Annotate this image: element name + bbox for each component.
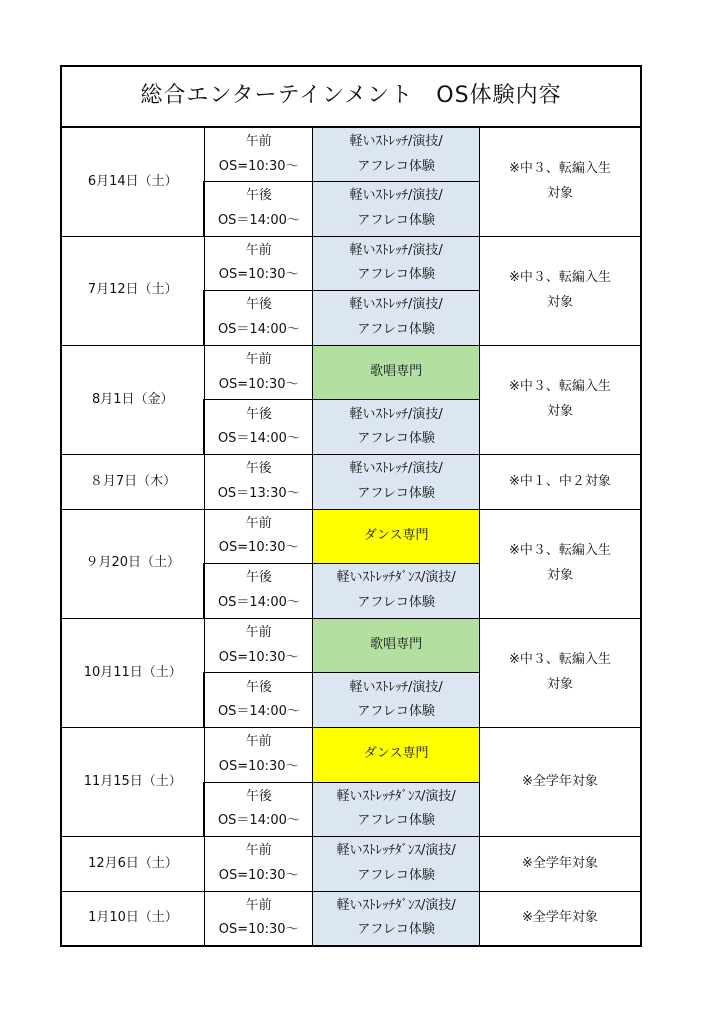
slot-period: 午前 <box>245 351 272 367</box>
session-note-line: ※全学年対象 <box>522 910 598 926</box>
session-note-line: ※中３、転編入生 <box>509 652 611 668</box>
slot-content-line2: アフレコ体験 <box>357 704 435 720</box>
slot-start-time: OS=10:30〜 <box>218 267 299 283</box>
slot-period: 午後 <box>245 188 272 204</box>
slot-time <box>204 455 312 510</box>
slot-time <box>204 400 312 455</box>
slot-content-line1: 軽いｽﾄﾚｯﾁ/演技/ <box>349 133 443 149</box>
session-note-line: ※中３、転編入生 <box>509 270 611 286</box>
session-date: 12月6日（土） <box>61 837 204 892</box>
session-date: 7月12日（土） <box>61 236 204 345</box>
slot-content-line1: 歌唱専門 <box>370 637 423 653</box>
session-note-line: ※中３、転編入生 <box>509 161 611 177</box>
slot-time <box>204 182 312 237</box>
slot-time <box>204 837 312 892</box>
slot-content <box>313 345 480 400</box>
slot-start-time: OS＝14:00〜 <box>217 322 300 338</box>
slot-content-line1: 軽いｽﾄﾚｯﾁ/演技/ <box>349 242 443 258</box>
slot-time <box>204 345 312 400</box>
slot-period: 午後 <box>245 461 272 477</box>
slot-content <box>313 837 480 892</box>
session-row <box>61 891 641 946</box>
slot-start-time: OS＝14:00〜 <box>217 431 300 447</box>
slot-period: 午後 <box>245 679 272 695</box>
slot-time <box>204 782 312 837</box>
session-date: 1月10日（土） <box>61 891 204 946</box>
slot-content-line1: 軽いｽﾄﾚｯﾁﾀﾞﾝｽ/演技/ <box>336 570 456 586</box>
slot-content <box>313 455 480 510</box>
session-note-line: ※全学年対象 <box>522 773 598 789</box>
session-note-line: ※中３、転編入生 <box>509 379 611 395</box>
slot-content-line2: アフレコ体験 <box>357 813 435 829</box>
slot-content <box>313 236 480 291</box>
slot-content-line2: アフレコ体験 <box>357 158 435 174</box>
session-row <box>61 127 641 182</box>
session-row <box>61 345 641 400</box>
slot-content-line2: アフレコ体験 <box>357 595 435 611</box>
slot-start-time: OS=10:30〜 <box>218 649 299 665</box>
session-row <box>61 509 641 564</box>
slot-period: 午前 <box>245 734 272 750</box>
slot-start-time: OS＝14:00〜 <box>217 212 300 228</box>
slot-period: 午前 <box>245 843 272 859</box>
slot-content-line1: 軽いｽﾄﾚｯﾁ/演技/ <box>349 188 443 204</box>
session-note <box>479 618 641 727</box>
session-note <box>479 455 641 510</box>
title-row <box>61 66 641 127</box>
session-note <box>479 127 641 236</box>
slot-content <box>313 728 480 783</box>
slot-start-time: OS=10:30〜 <box>218 540 299 556</box>
slot-content-line2: アフレコ体験 <box>357 322 435 338</box>
session-note-line: 対象 <box>546 567 573 583</box>
session-date: 11月15日（土） <box>61 728 204 837</box>
slot-time <box>204 291 312 346</box>
slot-content-line1: 軽いｽﾄﾚｯﾁ/演技/ <box>349 679 443 695</box>
slot-content-line1: ダンス専門 <box>363 528 429 544</box>
slot-content <box>313 891 480 946</box>
slot-time <box>204 564 312 619</box>
session-note-line: ※中３、転編入生 <box>509 543 611 559</box>
slot-start-time: OS=10:30〜 <box>218 758 299 774</box>
slot-time <box>204 618 312 673</box>
slot-content <box>313 182 480 237</box>
slot-start-time: OS=10:30〜 <box>218 376 299 392</box>
slot-period: 午後 <box>245 297 272 313</box>
slot-content-line1: ダンス専門 <box>363 746 429 762</box>
session-row <box>61 455 641 510</box>
slot-content-line1: 軽いｽﾄﾚｯﾁﾀﾞﾝｽ/演技/ <box>336 843 456 859</box>
session-note <box>479 345 641 454</box>
session-note-line: ※中１、中２対象 <box>509 473 611 489</box>
session-row <box>61 837 641 892</box>
slot-period: 午後 <box>245 570 272 586</box>
slot-time <box>204 509 312 564</box>
slot-period: 午後 <box>245 788 272 804</box>
session-note-line: 対象 <box>546 294 573 310</box>
slot-start-time: OS=10:30〜 <box>218 158 299 174</box>
slot-time <box>204 236 312 291</box>
slot-start-time: OS=10:30〜 <box>218 922 299 938</box>
slot-content-line2: アフレコ体験 <box>357 922 435 938</box>
session-note <box>479 837 641 892</box>
session-note <box>479 236 641 345</box>
session-note-line: ※全学年対象 <box>522 855 598 871</box>
session-date: 6月14日（土） <box>61 127 204 236</box>
slot-period: 午前 <box>245 515 272 531</box>
slot-time <box>204 673 312 728</box>
slot-time <box>204 728 312 783</box>
slot-content-line2: アフレコ体験 <box>357 267 435 283</box>
slot-content-line1: 軽いｽﾄﾚｯﾁ/演技/ <box>349 461 443 477</box>
slot-period: 午前 <box>245 133 272 149</box>
session-note <box>479 509 641 618</box>
session-row <box>61 236 641 291</box>
slot-content <box>313 509 480 564</box>
session-note-line: 対象 <box>546 676 573 692</box>
session-date: ８月7日（木） <box>61 455 204 510</box>
slot-content <box>313 400 480 455</box>
slot-content-line1: 歌唱専門 <box>370 364 423 380</box>
slot-content-line2: アフレコ体験 <box>357 212 435 228</box>
schedule-body <box>61 66 641 946</box>
slot-content-line2: アフレコ体験 <box>357 485 435 501</box>
slot-content-line2: アフレコ体験 <box>357 868 435 884</box>
session-row <box>61 618 641 673</box>
page-title: 総合エンターテインメント OS体験内容 <box>61 66 641 127</box>
slot-period: 午前 <box>245 242 272 258</box>
slot-content <box>313 618 480 673</box>
slot-time <box>204 127 312 182</box>
slot-time <box>204 891 312 946</box>
slot-content <box>313 782 480 837</box>
slot-content-line1: 軽いｽﾄﾚｯﾁ/演技/ <box>349 297 443 313</box>
slot-period: 午後 <box>245 406 272 422</box>
slot-period: 午前 <box>245 897 272 913</box>
slot-content-line1: 軽いｽﾄﾚｯﾁﾀﾞﾝｽ/演技/ <box>336 897 456 913</box>
session-date: 8月1日（金） <box>61 345 204 454</box>
session-date: ９月20日（土） <box>61 509 204 618</box>
session-row <box>61 728 641 783</box>
session-note <box>479 728 641 837</box>
slot-content-line1: 軽いｽﾄﾚｯﾁﾀﾞﾝｽ/演技/ <box>336 788 456 804</box>
slot-content <box>313 564 480 619</box>
slot-content-line1: 軽いｽﾄﾚｯﾁ/演技/ <box>349 406 443 422</box>
session-note-line: 対象 <box>546 403 573 419</box>
slot-start-time: OS＝14:00〜 <box>217 704 300 720</box>
slot-start-time: OS＝13:30〜 <box>217 485 300 501</box>
slot-content-line2: アフレコ体験 <box>357 431 435 447</box>
slot-content <box>313 127 480 182</box>
slot-period: 午前 <box>245 624 272 640</box>
session-note-line: 対象 <box>546 185 573 201</box>
slot-start-time: OS＝14:00〜 <box>217 595 300 611</box>
schedule-table <box>60 65 642 947</box>
slot-content <box>313 673 480 728</box>
session-date: 10月11日（土） <box>61 618 204 727</box>
slot-content <box>313 291 480 346</box>
slot-start-time: OS＝14:00〜 <box>217 813 300 829</box>
slot-start-time: OS=10:30〜 <box>218 868 299 884</box>
session-note <box>479 891 641 946</box>
